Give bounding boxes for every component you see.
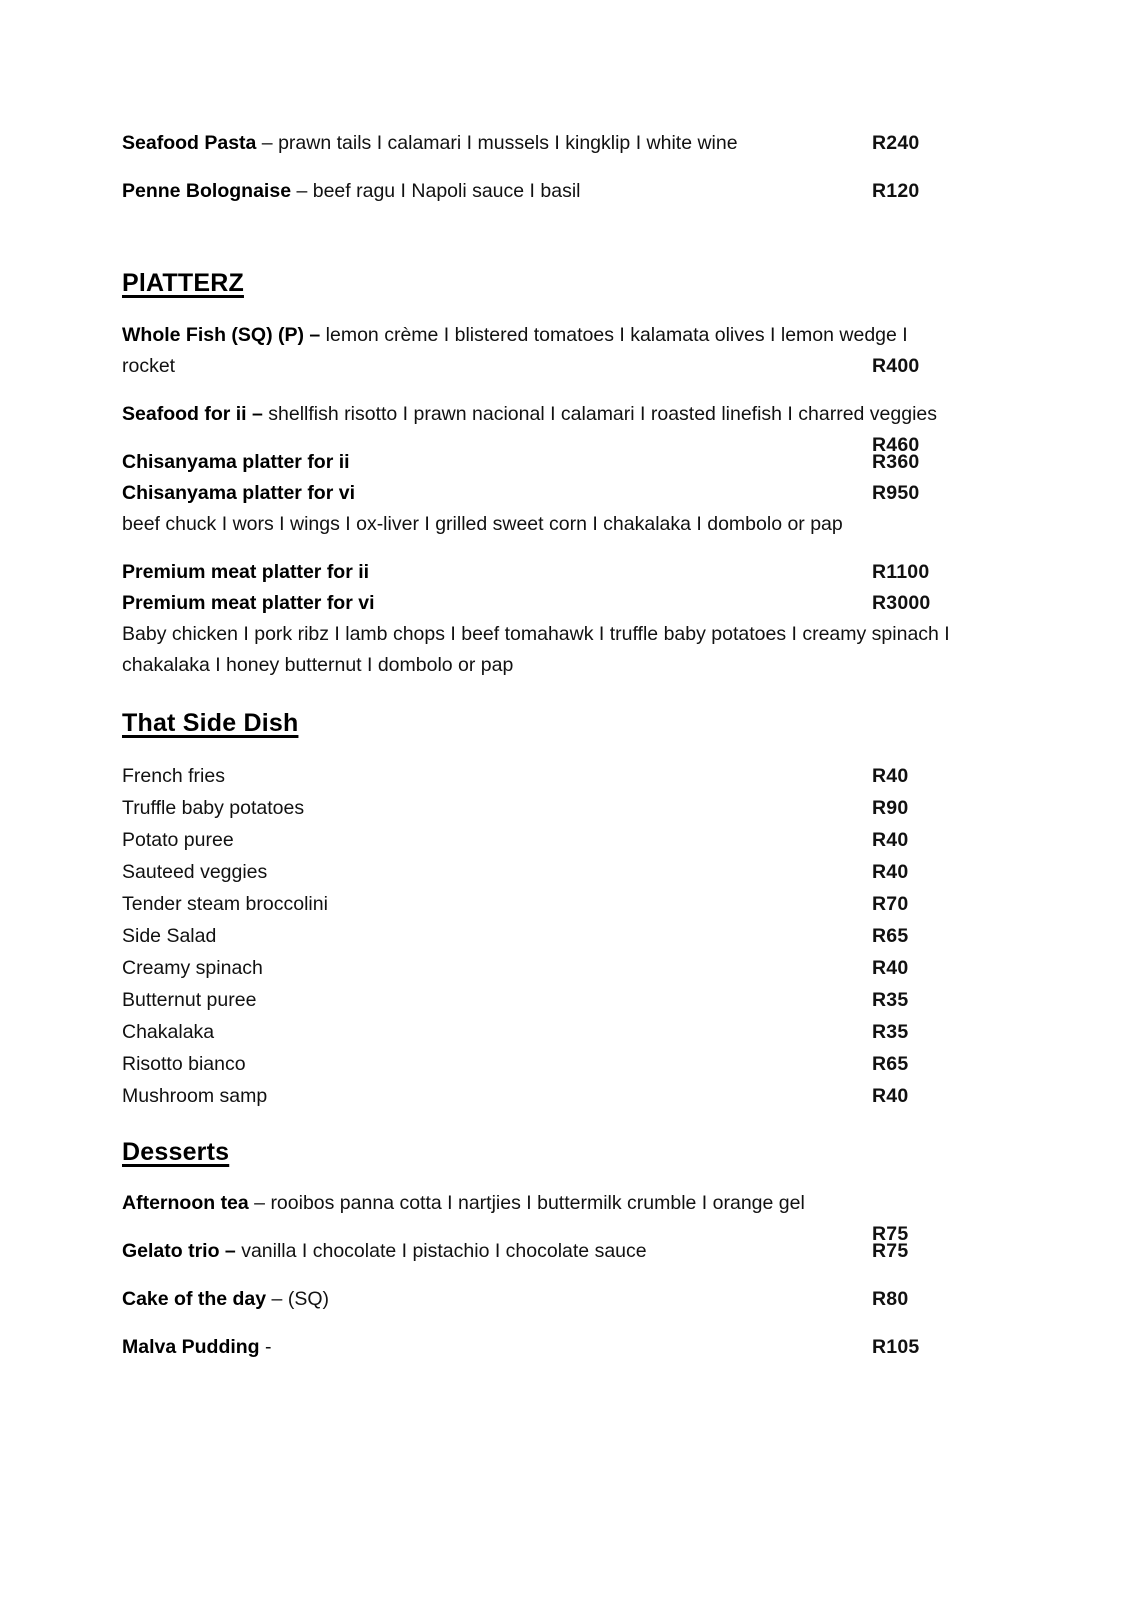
side-dish-name: French fries (122, 764, 225, 787)
dish-name: Premium meat platter for ii (122, 560, 370, 583)
section-heading-platterz-text: PlATTERZ (122, 269, 244, 297)
menu-item-seafood-for-ii (122, 399, 982, 456)
side-dish-name: Mushroom samp (122, 1084, 268, 1107)
dish-price: R360 (872, 450, 920, 473)
dish-name: Seafood Pasta (122, 132, 257, 154)
dish-price: R120 (872, 180, 920, 202)
side-dish-row (122, 824, 982, 856)
premium-description: Baby chicken I pork ribz I lamb chops I beef tomahawk I truffle baby potatoes I creamy spinach I chakalaka I honey butternut I dombolo or pap (122, 622, 950, 676)
premium-for-vi-row (122, 588, 982, 619)
dish-description: lemon crème I blistered tomatoes I kalamata olives I lemon wedge I rocket (122, 323, 908, 377)
menu-item-afternoon-tea (122, 1188, 982, 1246)
dish-price: R950 (872, 481, 920, 504)
side-dish-price: R90 (872, 796, 909, 819)
dish-description: shellfish risotto I prawn nacional I calamari I roasted linefish I charred veggies (262, 402, 938, 425)
side-dish-row (122, 952, 982, 984)
side-dish-row (122, 1080, 982, 1112)
menu-item-cake-of-the-day (122, 1284, 982, 1315)
dish-price: R1100 (872, 560, 930, 583)
menu-content (122, 128, 982, 1363)
dish-name: Cake of the day (122, 1288, 267, 1311)
menu-item-penne-bolognaise (122, 176, 982, 207)
side-dish-name: Risotto bianco (122, 1052, 246, 1075)
dish-description: prawn tails I calamari I mussels I kingklip I white wine (278, 132, 738, 154)
dish-description: beef ragu I Napoli sauce I basil (312, 180, 581, 202)
dish-name: Whole Fish (SQ) (P) – (122, 323, 321, 346)
side-dish-row (122, 888, 982, 920)
section-heading-side-dish (122, 709, 982, 738)
side-dish-price: R40 (872, 860, 909, 883)
menu-item-premium-meat-platter (122, 557, 982, 681)
dish-name: Afternoon tea (122, 1192, 249, 1215)
dish-name: Penne Bolognaise (122, 180, 292, 202)
side-dish-name: Chakalaka (122, 1020, 215, 1043)
side-dish-name: Truffle baby potatoes (122, 796, 305, 819)
section-heading-platterz (122, 269, 982, 298)
section-heading-desserts (122, 1138, 982, 1167)
section-heading-desserts-text: Desserts (122, 1137, 230, 1166)
dish-separator: – (291, 180, 313, 202)
chisanyama-description: beef chuck I wors I wings I ox-liver I grilled sweet corn I chakalaka I dombolo or pap (122, 512, 843, 535)
side-dish-price: R65 (872, 924, 909, 947)
dish-price: R80 (872, 1288, 909, 1311)
side-dish-name: Butternut puree (122, 988, 257, 1011)
side-dish-name: Side Salad (122, 924, 217, 947)
side-dish-price: R70 (872, 892, 909, 915)
menu-item-whole-fish (122, 320, 982, 382)
dish-price: R240 (872, 132, 920, 154)
dish-description: - (265, 1336, 272, 1359)
side-dish-price: R40 (872, 764, 909, 787)
section-heading-side-dish-text: That Side Dish (122, 708, 299, 737)
side-dish-list (122, 760, 982, 1112)
side-dish-name: Creamy spinach (122, 956, 263, 979)
side-dish-price: R40 (872, 956, 909, 979)
side-dish-row (122, 1048, 982, 1080)
menu-item-seafood-pasta (122, 128, 982, 159)
side-dish-name: Potato puree (122, 828, 234, 851)
side-dish-price: R35 (872, 1020, 909, 1043)
dish-price: R3000 (872, 591, 931, 614)
dish-name: Gelato trio – (122, 1240, 236, 1263)
premium-for-ii-row (122, 557, 982, 588)
dish-price: R460 (872, 433, 920, 456)
side-dish-row (122, 1016, 982, 1048)
side-dish-row (122, 792, 982, 824)
menu-item-malva-pudding (122, 1332, 982, 1363)
side-dish-row (122, 920, 982, 952)
dish-separator: – (256, 132, 279, 154)
chisanyama-for-ii-row (122, 447, 982, 478)
side-dish-row (122, 760, 982, 792)
dish-description: (SQ) (287, 1288, 329, 1311)
dish-name: Premium meat platter for vi (122, 591, 375, 614)
menu-item-chisanyama-platter (122, 447, 982, 540)
side-dish-price: R35 (872, 988, 909, 1011)
dish-separator: – (266, 1288, 288, 1311)
dish-description: vanilla I chocolate I pistachio I chocolate sauce (235, 1240, 647, 1263)
dish-price: R75 (872, 1240, 909, 1263)
chisanyama-for-vi-row (122, 478, 982, 509)
side-dish-name: Tender steam broccolini (122, 892, 328, 915)
dish-price: R400 (872, 354, 920, 377)
dish-name: Seafood for ii – (122, 402, 263, 425)
dish-separator: – (248, 1192, 271, 1215)
menu-item-gelato-trio (122, 1236, 982, 1267)
dish-name: Chisanyama platter for ii (122, 450, 350, 473)
dish-price: R75 (872, 1223, 909, 1246)
side-dish-price: R40 (872, 828, 909, 851)
dish-name: Malva Pudding (122, 1336, 260, 1359)
side-dish-price: R65 (872, 1052, 909, 1075)
side-dish-row (122, 856, 982, 888)
dish-description: rooibos panna cotta I nartjies I buttermilk crumble I orange gel (270, 1192, 805, 1215)
dish-name: Chisanyama platter for vi (122, 481, 355, 504)
side-dish-name: Sauteed veggies (122, 860, 268, 883)
side-dish-price: R40 (872, 1084, 909, 1107)
dish-price: R105 (872, 1336, 920, 1359)
side-dish-row (122, 984, 982, 1016)
